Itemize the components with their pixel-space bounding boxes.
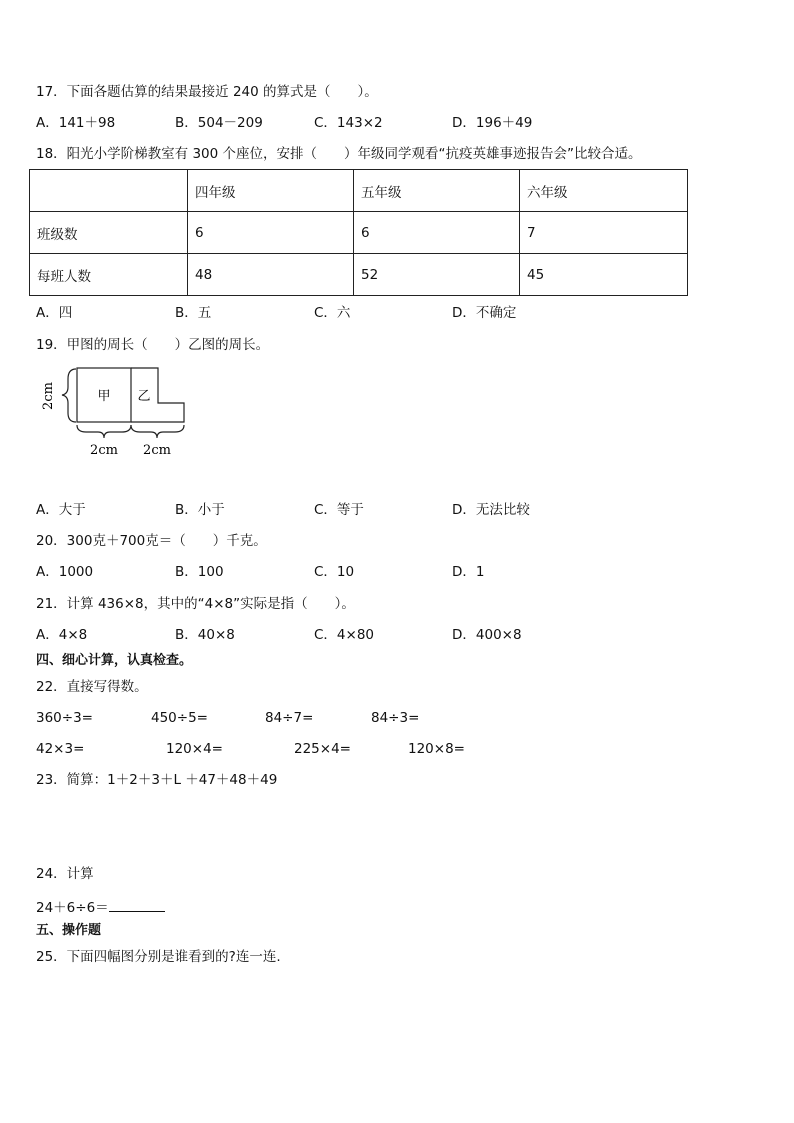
q20-stem: 20．300克＋700克＝（ ）千克。 [36,533,267,549]
q23-stem: 23．简算：1＋2＋3＋L ＋47＋48＋49 [36,772,278,788]
table-cell: 6 [354,212,520,254]
q20-option-b: B．100 [175,564,224,580]
q22-item: 360÷3= [36,710,93,726]
q17-option-a: A．141＋98 [36,115,116,131]
table-header-cell: 六年级 [520,170,688,212]
q24-expression [36,897,165,917]
table-header-cell: 五年级 [354,170,520,212]
bottom-length-label-1: 2cm [90,443,118,458]
section-4-title: 四、细心计算，认真检查。 [36,653,193,668]
table-cell: 45 [520,254,688,296]
bottom-brace-1 [77,425,131,438]
q18-option-d: D．不确定 [452,305,517,321]
q21-option-b: B．40×8 [175,627,235,643]
q18-option-b: B．五 [175,305,212,321]
q20-option-c: C．10 [314,564,355,580]
q21-option-d: D．400×8 [452,627,522,643]
q22-item: 450÷5= [151,710,208,726]
q17-option-c: C．143×2 [314,115,383,131]
q18-data-table [29,169,688,296]
q17-option-b: B．504－209 [175,115,263,131]
q19-perimeter-figure [38,362,198,462]
table-cell: 班级数 [30,212,188,254]
left-brace [62,369,76,422]
q21-option-c: C．4×80 [314,627,375,643]
q19-option-c: C．等于 [314,502,364,518]
q18-option-c: C．六 [314,305,351,321]
table-cell: 48 [188,254,354,296]
table-row [30,212,688,254]
q22-item: 84÷3= [371,710,420,726]
table-row [30,254,688,296]
q21-option-a: A．4×8 [36,627,88,643]
q22-item: 120×8= [408,741,465,757]
q19-option-b: B．小于 [175,502,225,518]
shape-jia-label: 甲 [97,389,111,404]
table-header-cell [30,170,188,212]
q18-stem: 18．阳光小学阶梯教室有 300 个座位，安排（ ）年级同学观看“抗疫英雄事迹报告会”比较合适。 [36,146,642,162]
shape-yi-label: 乙 [137,389,151,404]
bottom-length-label-2: 2cm [143,443,171,458]
table-header-cell: 四年级 [188,170,354,212]
q22-item: 120×4= [166,741,223,757]
q24-expression-text: 24＋6÷6＝ [36,900,109,916]
q19-option-d: D．无法比较 [452,502,530,518]
q19-option-a: A．大于 [36,502,86,518]
q25-stem: 25．下面四幅图分别是谁看到的?连一连. [36,949,281,965]
q22-item: 84÷7= [265,710,314,726]
table-cell: 52 [354,254,520,296]
q20-option-a: A．1000 [36,564,94,580]
table-cell: 7 [520,212,688,254]
section-5-title: 五、操作题 [36,923,102,938]
q18-option-a: A．四 [36,305,73,321]
table-header-row [30,170,688,212]
table-cell: 6 [188,212,354,254]
table-cell: 每班人数 [30,254,188,296]
q22-item: 42×3= [36,741,85,757]
q17-stem: 17．下面各题估算的结果最接近 240 的算式是（ ）。 [36,84,378,100]
q22-item: 225×4= [294,741,351,757]
q24-stem: 24．计算 [36,866,94,882]
q22-stem: 22．直接写得数。 [36,679,148,695]
q17-option-d: D．196＋49 [452,115,533,131]
q19-stem: 19．甲图的周长（ ）乙图的周长。 [36,337,270,353]
q24-answer-blank[interactable] [109,897,165,912]
bottom-brace-2 [131,425,184,438]
q20-option-d: D．1 [452,564,485,580]
left-length-label: 2cm [41,382,56,410]
q21-stem: 21．计算 436×8，其中的“4×8”实际是指（ ）。 [36,596,355,612]
